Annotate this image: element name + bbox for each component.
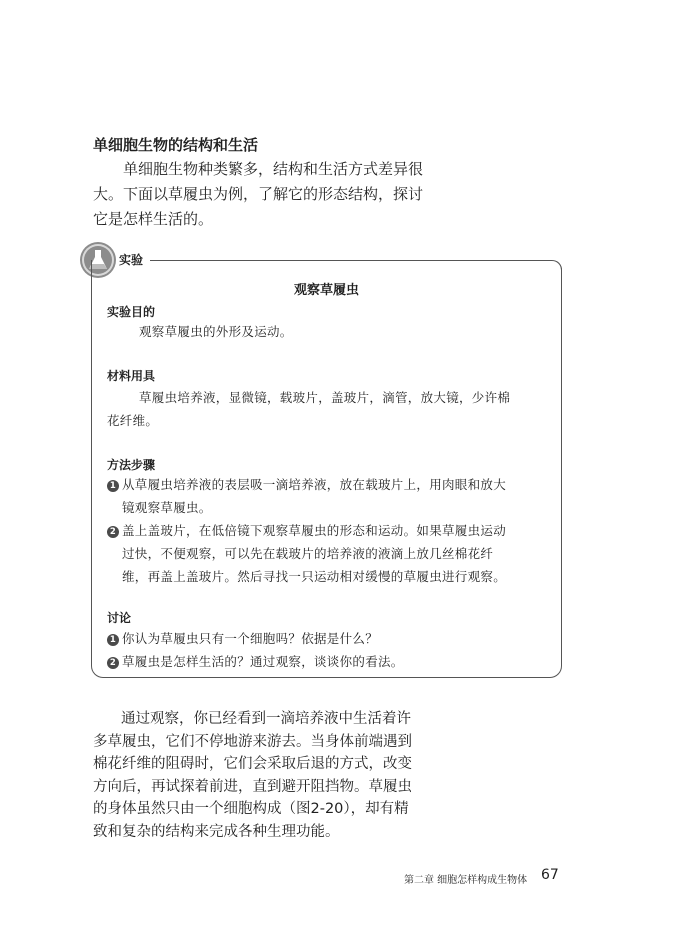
question-number-badge: 2 bbox=[107, 657, 119, 669]
step-number-badge: 2 bbox=[107, 526, 119, 538]
footer-chapter: 第二章 细胞怎样构成生物体 bbox=[404, 875, 528, 886]
step-2-line-2: 过快，不便观察，可以先在载玻片的培养液的液滴上放几丝棉花纤 bbox=[122, 546, 494, 561]
purpose-text: 观察草履虫的外形及运动。 bbox=[139, 324, 293, 339]
question-number-badge: 1 bbox=[107, 634, 119, 646]
materials-heading: 材料用具 bbox=[107, 369, 156, 383]
step-number-badge: 1 bbox=[107, 480, 119, 492]
step-2-line-3: 维，再盖上盖玻片。然后寻找一只运动相对缓慢的草履虫进行观察。 bbox=[122, 569, 507, 584]
discussion-heading: 讨论 bbox=[107, 611, 132, 625]
question-2-text: 草履虫是怎样生活的？通过观察，谈谈你的看法。 bbox=[122, 654, 404, 669]
purpose-heading: 实验目的 bbox=[107, 305, 156, 319]
experiment-title: 观察草履虫 bbox=[293, 283, 359, 298]
page-number: 67 bbox=[541, 867, 559, 883]
body-paragraph: 通过观察，你已经看到一滴培养液中生活着许多草履虫，它们不停地游来游去。当身体前端遇到棉花纤维的阻碍时，它们会采取后退的方式，改变方向后，再试探着前进，直到避开阻挡物。草履虫的身体虽然只由一个细胞构成（图2-20），却有精致和复杂的结构来完成各种生理功能。 bbox=[93, 711, 412, 840]
materials-line-1: 草履虫培养液，显微镜，载玻片，盖玻片，滴管，放大镜，少许棉 bbox=[139, 390, 511, 405]
question-2 bbox=[107, 650, 404, 673]
step-1-line-1: 从草履虫培养液的表层吸一滴培养液，放在载玻片上，用肉眼和放大 bbox=[122, 477, 507, 492]
question-1 bbox=[107, 627, 378, 650]
section-title: 单细胞生物的结构和生活 bbox=[93, 136, 259, 154]
step-2 bbox=[107, 519, 506, 542]
experiment-box-corner bbox=[545, 260, 562, 274]
intro-paragraph: 单细胞生物种类繁多，结构和生活方式差异很大。下面以草履虫为例，了解它的形态结构，探讨它是怎样生活的。 bbox=[93, 160, 424, 228]
question-1-text: 你认为草履虫只有一个细胞吗？依据是什么？ bbox=[122, 631, 379, 646]
step-1-line-2: 镜观察草履虫。 bbox=[122, 500, 212, 515]
materials-line-2: 花纤维。 bbox=[107, 413, 159, 428]
steps-heading: 方法步骤 bbox=[107, 458, 156, 472]
step-1 bbox=[107, 473, 506, 496]
experiment-label: 实验 bbox=[119, 253, 144, 267]
step-2-line-1: 盖上盖玻片，在低倍镜下观察草履虫的形态和运动。如果草履虫运动 bbox=[122, 523, 507, 538]
